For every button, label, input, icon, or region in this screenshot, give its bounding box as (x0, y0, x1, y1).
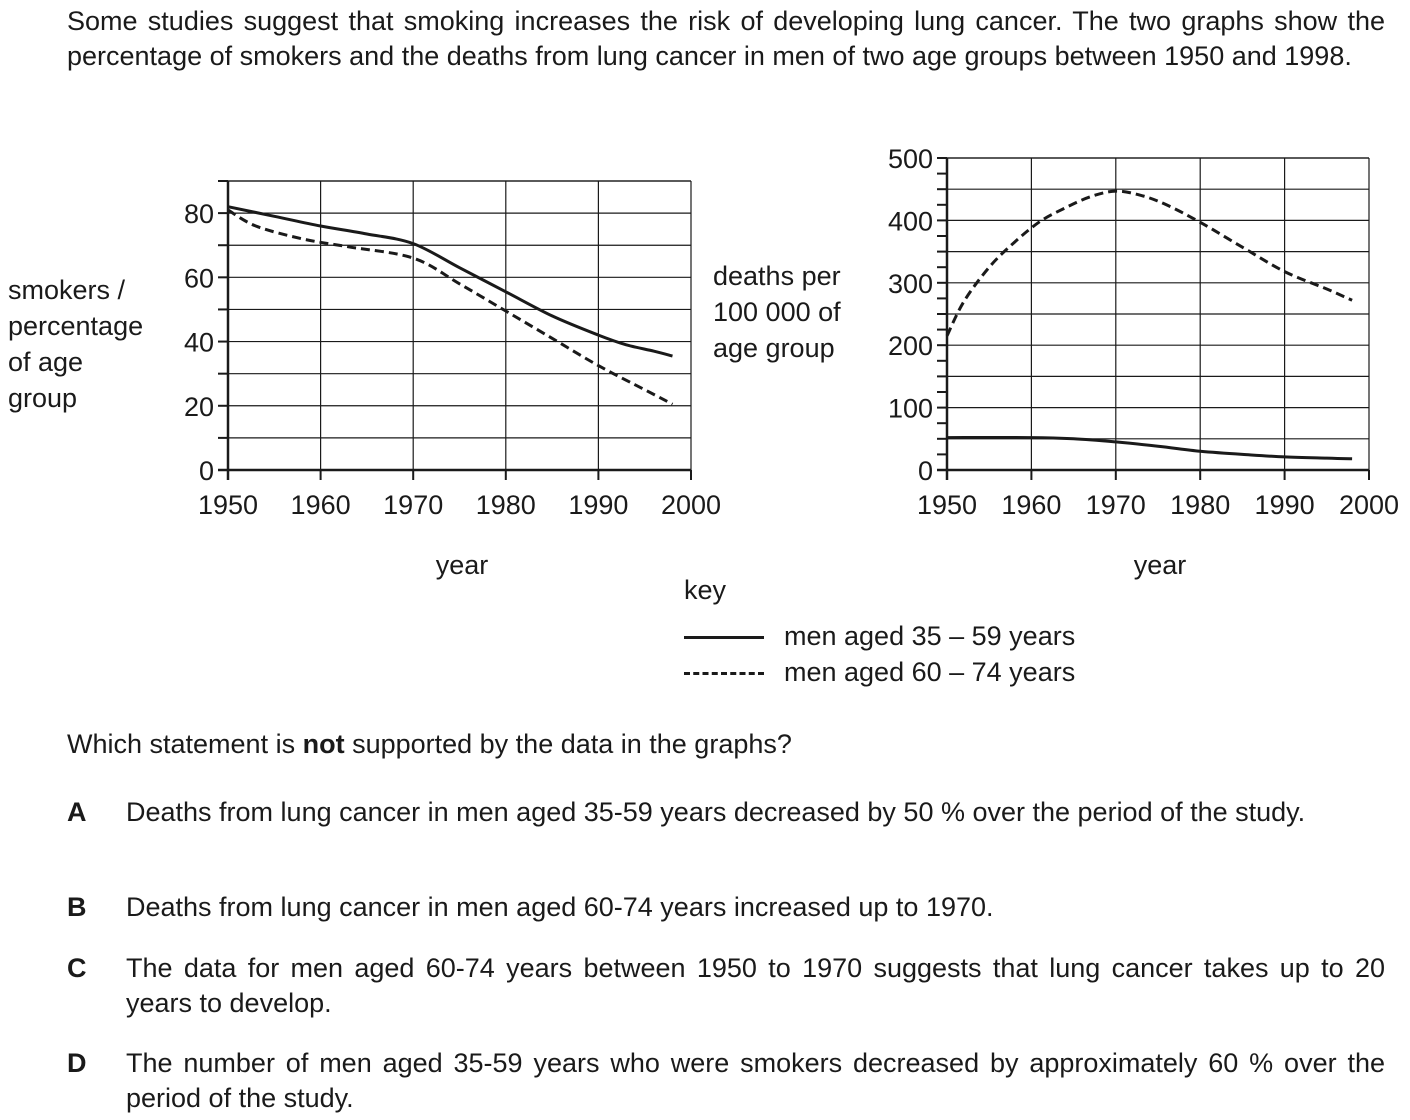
left-chart-y-tick-label: 60 (183, 263, 214, 294)
option-a-letter: A (67, 797, 87, 827)
left-chart-series-men-35-59-line (228, 207, 673, 356)
question-after: supported by the data in the graphs? (344, 729, 792, 759)
right-chart-y-tick-label: 500 (887, 144, 933, 174)
key-label-60-74: men aged 60 – 74 years (784, 657, 1076, 687)
key-item-35-59 (684, 619, 1184, 653)
right-chart-series-men-35-59-line (947, 437, 1352, 458)
right-chart-x-axis-label: year (1133, 550, 1187, 580)
left-chart-x-tick-label: 1960 (290, 490, 351, 520)
right-chart-y-tick-label: 400 (887, 206, 933, 237)
option-b-text: Deaths from lung cancer in men aged 60-74 years increased up to 1970. (126, 892, 994, 922)
right-chart-x-tick-label: 1960 (1001, 490, 1062, 520)
option-a-text: Deaths from lung cancer in men aged 35-59 years decreased by 50 % over the period of the study. (126, 797, 1306, 827)
right-chart-x-tick-label: 1970 (1085, 490, 1146, 520)
right-chart-x-tick-label: 1950 (916, 490, 978, 520)
intro-paragraph: Some studies suggest that smoking increases the risk of developing lung cancer. The two graphs show the percentage of smokers and the deaths from lung cancer in men of two age groups between 1950 and 1998. (67, 6, 1385, 71)
left-chart-x-tick-label: 1970 (383, 490, 444, 520)
right-chart-y-tick-label: 200 (887, 331, 933, 362)
option-d-text: The number of men aged 35-59 years who were smokers decreased by approximately 60 % over the period of the study. (126, 1048, 1385, 1113)
question-text (67, 729, 792, 760)
key-label-35-59: men aged 35 – 59 years (784, 621, 1076, 651)
left-chart-x-tick-label: 1990 (568, 490, 629, 520)
left-chart-y-tick-label: 20 (183, 391, 214, 422)
option-d-letter: D (67, 1048, 87, 1078)
right-chart-y-tick-label: 0 (917, 456, 933, 486)
left-chart-y-axis-label: smokers / percentage of age group (8, 275, 144, 413)
question-emphasis: not (302, 729, 345, 759)
option-b-letter: B (67, 892, 87, 922)
question-before: Which statement is (67, 729, 303, 759)
right-chart-y-tick-label: 100 (887, 393, 933, 424)
right-chart-y-tick-label: 300 (887, 268, 933, 299)
left-chart-y-tick-label: 0 (198, 456, 214, 486)
left-chart-x-tick-label: 1980 (475, 490, 536, 520)
right-chart-x-tick-label: 1990 (1254, 490, 1315, 520)
key-dashed-line-swatch (684, 672, 764, 675)
left-chart-x-tick-label: 1950 (197, 490, 259, 520)
left-chart-series-men-60-74-line (228, 210, 673, 404)
left-chart-x-tick-label: 2000 (660, 490, 722, 520)
right-chart-x-tick-label: 2000 (1338, 490, 1400, 520)
left-chart-y-tick-label: 40 (183, 327, 214, 358)
left-chart-y-tick-label: 80 (183, 199, 214, 230)
right-chart-x-tick-label: 1980 (1170, 490, 1231, 520)
key-title: key (684, 575, 727, 605)
key-item-60-74 (684, 655, 1184, 689)
right-chart-y-axis-label: deaths per 100 000 of age group (713, 261, 841, 363)
key-solid-line-swatch (684, 636, 764, 639)
left-chart-x-axis-label: year (435, 550, 489, 580)
option-c-letter: C (67, 953, 87, 983)
option-c-text: The data for men aged 60-74 years between 1950 to 1970 suggests that lung cancer takes up to 20 years to develop. (126, 953, 1385, 1018)
